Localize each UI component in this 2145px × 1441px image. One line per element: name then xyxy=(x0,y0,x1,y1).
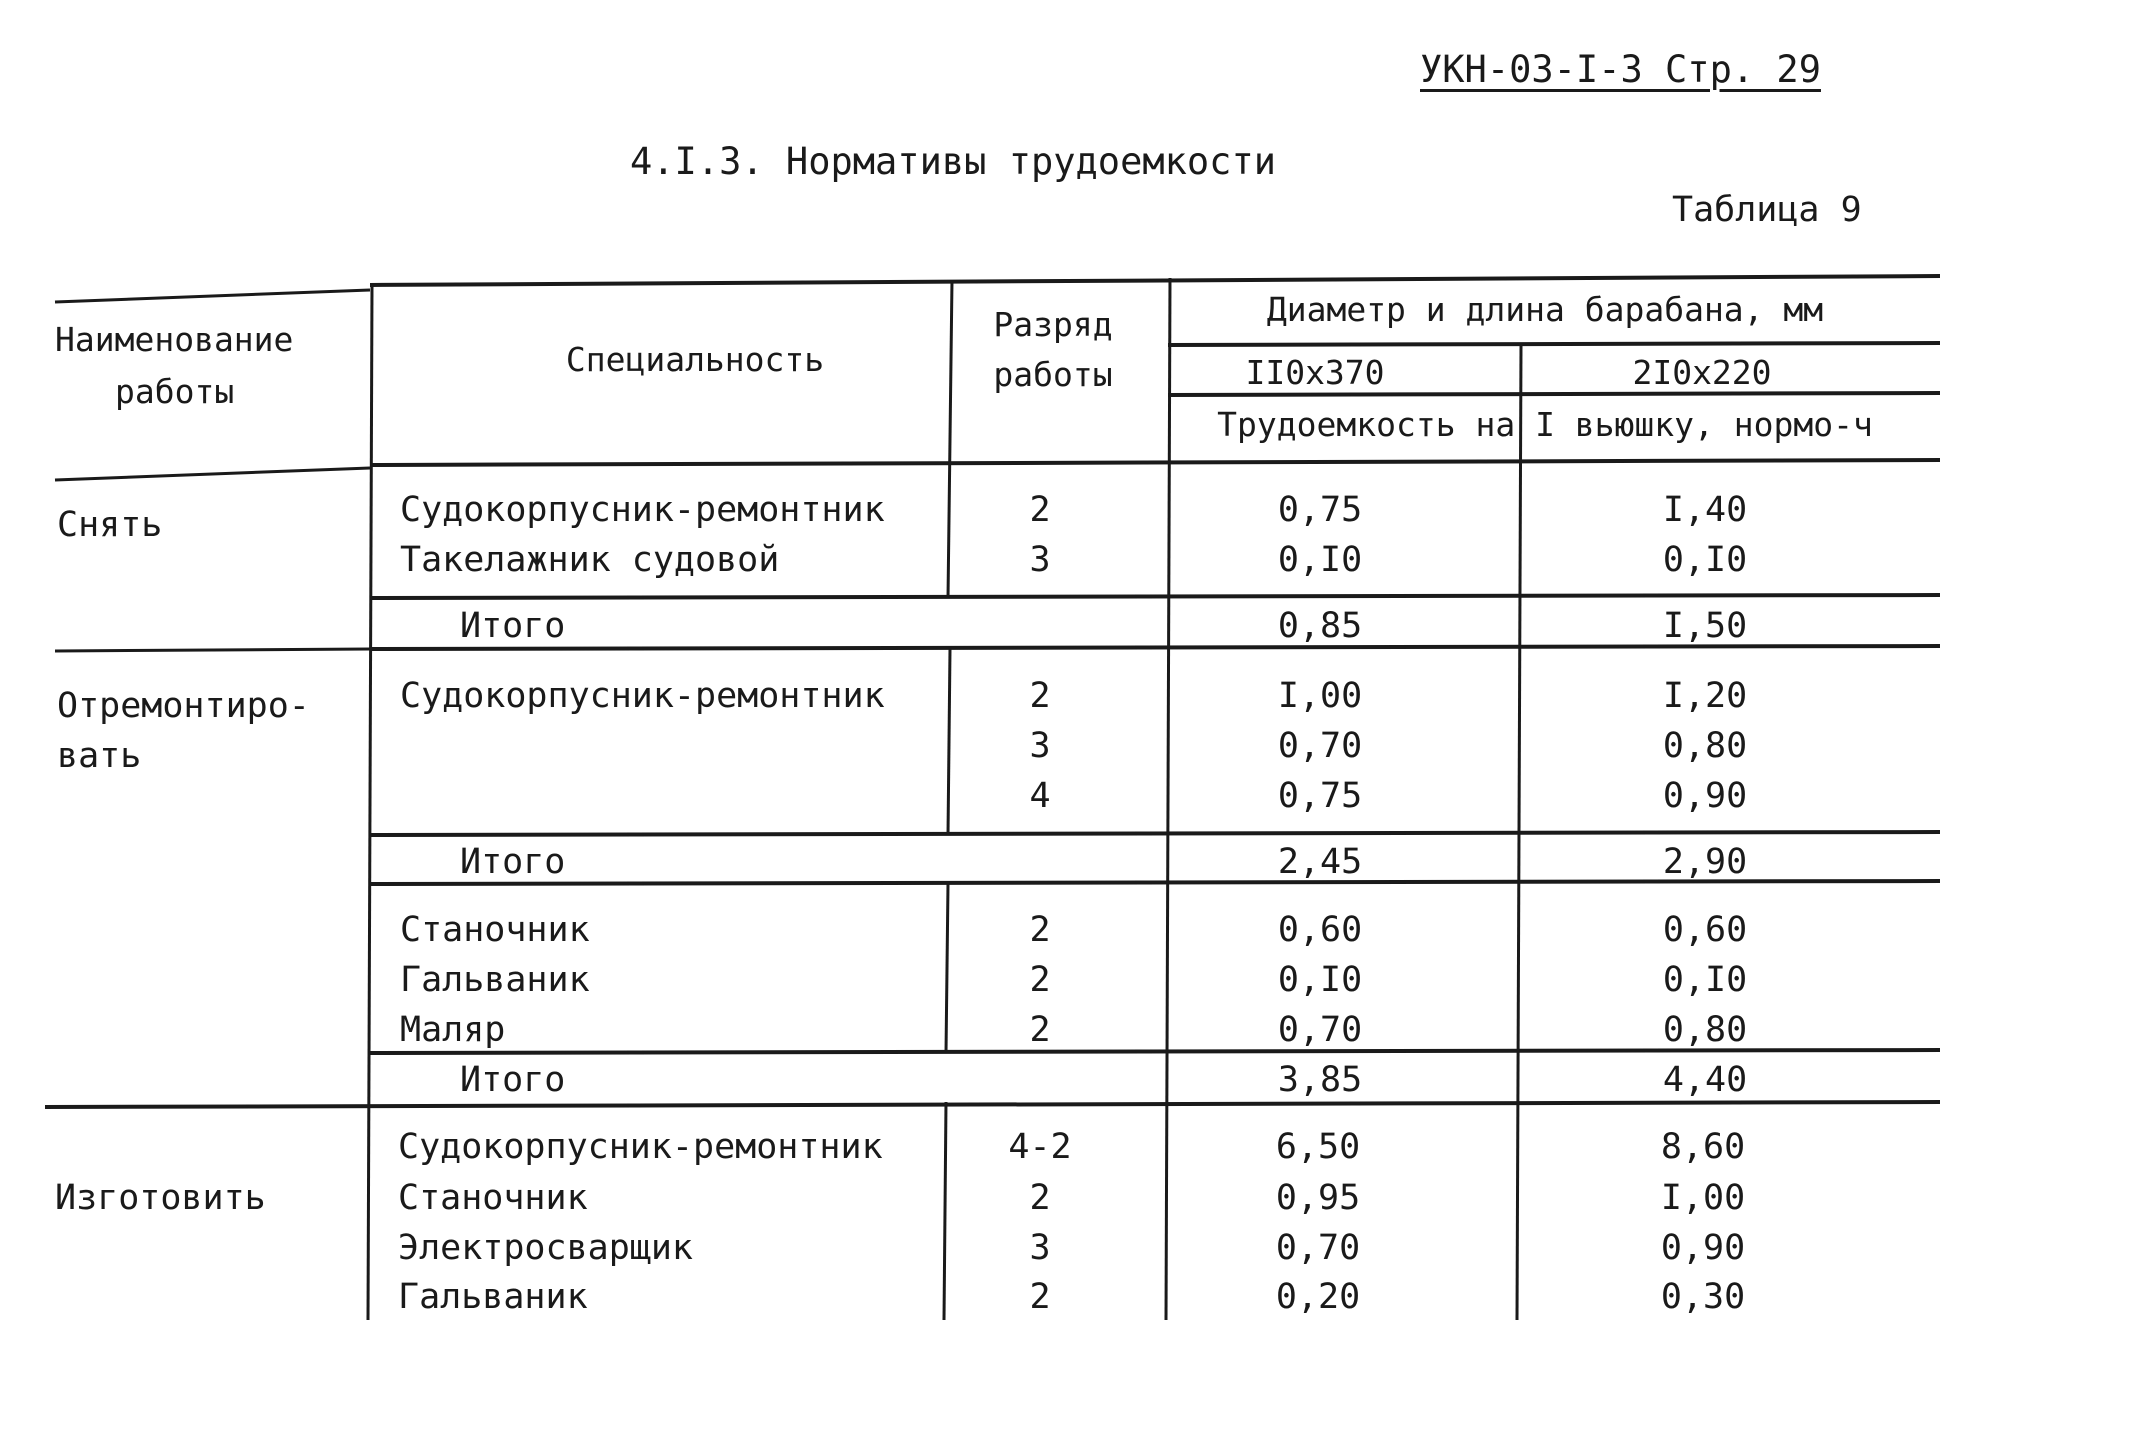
row-specialty: Гальваник xyxy=(398,1277,588,1317)
row-grade: 2 xyxy=(1029,490,1051,530)
row-value-2: I,40 xyxy=(1662,490,1748,530)
row-value-2: I,20 xyxy=(1662,676,1748,716)
header-dim1: II0x370 xyxy=(1245,353,1385,392)
row-specialty: Электросварщик xyxy=(398,1228,694,1268)
total-label: Итого xyxy=(460,606,566,646)
row-value-2: 0,90 xyxy=(1662,776,1748,816)
row-specialty: Станочник xyxy=(400,910,590,950)
total-label: Итого xyxy=(460,1060,566,1100)
header-work-name-line1: Наименование xyxy=(55,320,294,359)
header-dim2: 2I0x220 xyxy=(1632,353,1772,392)
row-grade: 2 xyxy=(1029,1178,1051,1218)
row-grade: 2 xyxy=(1029,1010,1051,1050)
work-remove: Снять xyxy=(57,505,163,545)
header-work-name-line2: работы xyxy=(115,372,235,411)
work-repair-line2: вать xyxy=(57,736,142,776)
row-value-2: 0,80 xyxy=(1662,1010,1748,1050)
row-value-1: 0,20 xyxy=(1275,1277,1361,1317)
header-grade-line1: Разряд xyxy=(993,305,1113,344)
total-value-1: 0,85 xyxy=(1277,606,1363,646)
total-value-1: 2,45 xyxy=(1277,842,1363,882)
row-specialty: Судокорпусник-ремонтник xyxy=(400,490,885,530)
row-grade: 4 xyxy=(1029,776,1051,816)
total-label: Итого xyxy=(460,842,566,882)
row-grade: 2 xyxy=(1029,960,1051,1000)
total-value-2: 4,40 xyxy=(1662,1060,1748,1100)
row-specialty: Судокорпусник-ремонтник xyxy=(398,1127,883,1167)
row-specialty: Гальваник xyxy=(400,960,590,1000)
row-value-1: 0,I0 xyxy=(1277,960,1363,1000)
row-specialty: Маляр xyxy=(400,1010,506,1050)
row-specialty: Такелажник судовой xyxy=(400,540,780,580)
row-grade: 2 xyxy=(1029,910,1051,950)
row-value-1: 0,70 xyxy=(1277,1010,1363,1050)
total-value-1: 3,85 xyxy=(1277,1060,1363,1100)
header-drum-size: Диаметр и длина барабана, мм xyxy=(1266,290,1824,329)
row-value-1: 0,95 xyxy=(1275,1178,1361,1218)
row-value-1: 0,70 xyxy=(1277,726,1363,766)
row-value-1: 0,75 xyxy=(1277,776,1363,816)
header-grade-line2: работы xyxy=(993,355,1113,394)
row-value-2: 0,80 xyxy=(1662,726,1748,766)
row-grade: 2 xyxy=(1029,1277,1051,1317)
row-value-2: 8,60 xyxy=(1660,1127,1746,1167)
row-grade: 3 xyxy=(1029,540,1051,580)
header-specialty: Специальность xyxy=(565,340,825,379)
row-value-1: 0,60 xyxy=(1277,910,1363,950)
section-title: 4.I.3. Нормативы трудоемкости xyxy=(630,140,1277,183)
row-value-1: 0,75 xyxy=(1277,490,1363,530)
row-value-2: 0,I0 xyxy=(1662,540,1748,580)
row-grade: 2 xyxy=(1029,676,1051,716)
row-grade: 3 xyxy=(1029,726,1051,766)
work-repair-line1: Отремонтиро- xyxy=(57,686,310,726)
row-value-1: 0,70 xyxy=(1275,1228,1361,1268)
row-value-2: 0,60 xyxy=(1662,910,1748,950)
row-value-1: 0,I0 xyxy=(1277,540,1363,580)
table-label: Таблица 9 xyxy=(1672,190,1862,230)
row-specialty: Станочник xyxy=(398,1178,588,1218)
document-code: УКН-03-I-3 Стр. 29 xyxy=(1420,48,1821,91)
row-value-2: 0,90 xyxy=(1660,1228,1746,1268)
row-value-1: 6,50 xyxy=(1275,1127,1361,1167)
header-labor: Трудоемкость на I вьюшку, нормо-ч xyxy=(1217,405,1873,444)
row-specialty: Судокорпусник-ремонтник xyxy=(400,676,885,716)
row-grade: 3 xyxy=(1029,1228,1051,1268)
total-value-2: I,50 xyxy=(1662,606,1748,646)
work-manufacture: Изготовить xyxy=(55,1178,266,1218)
row-value-2: 0,I0 xyxy=(1662,960,1748,1000)
row-value-1: I,00 xyxy=(1277,676,1363,716)
total-value-2: 2,90 xyxy=(1662,842,1748,882)
row-value-2: 0,30 xyxy=(1660,1277,1746,1317)
row-grade: 4-2 xyxy=(1008,1127,1072,1167)
row-value-2: I,00 xyxy=(1660,1178,1746,1218)
